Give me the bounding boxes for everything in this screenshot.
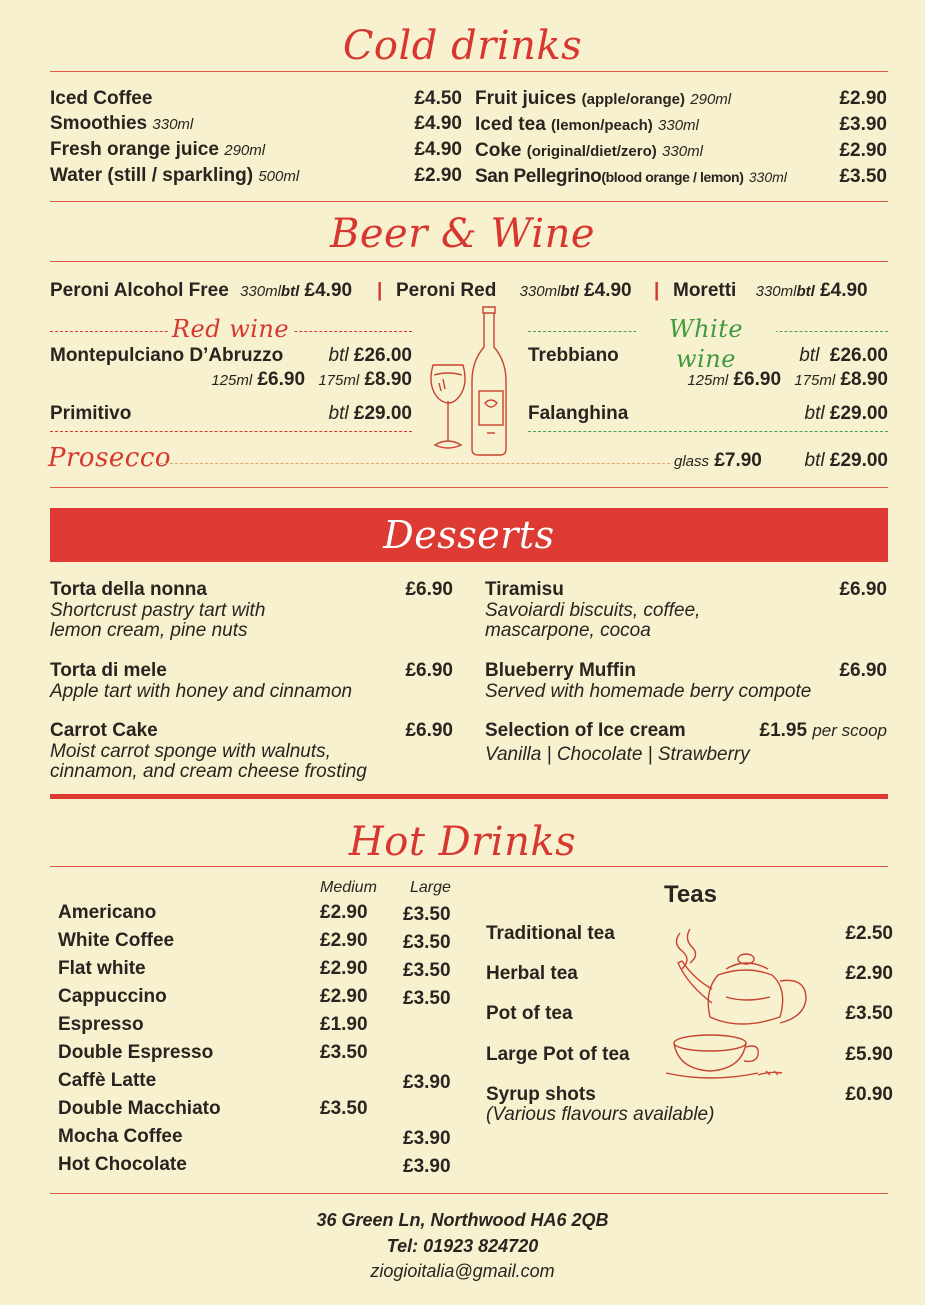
- list-item: [485, 579, 887, 660]
- medium-price: £3.50: [320, 1042, 368, 1063]
- item-name: Montepulciano D’Abruzzo: [50, 345, 284, 366]
- beer-item: [50, 278, 352, 304]
- item-price: £29.00: [829, 450, 888, 471]
- item-name: Smoothies: [50, 113, 148, 134]
- wine-item: [528, 401, 888, 426]
- glass-size: 175ml: [318, 372, 360, 389]
- item-price: £26.00: [829, 345, 888, 366]
- item-description: Savoiardi biscuits, coffee,: [485, 600, 701, 621]
- item-description: Served with homemade berry compote: [485, 681, 812, 702]
- table-row: [58, 1067, 458, 1095]
- item-price: £2.90: [839, 88, 887, 109]
- item-name: Cappuccino: [58, 986, 167, 1007]
- item-name: Carrot Cake: [50, 720, 158, 741]
- item-unit: btl: [804, 403, 825, 424]
- table-row: [58, 1039, 458, 1067]
- medium-price: £2.90: [320, 986, 368, 1007]
- item-size: 330ml: [755, 283, 797, 300]
- item-unit: per scoop: [812, 721, 887, 740]
- item-unit: btl: [280, 283, 300, 300]
- item-name: Tiramisu: [485, 579, 564, 600]
- white-wine-heading: White wine: [636, 314, 776, 374]
- desserts-right-list: [485, 579, 887, 784]
- item-unit: btl: [328, 345, 349, 366]
- column-header-large: Large: [410, 879, 451, 896]
- item-name: San Pellegrino: [475, 166, 602, 187]
- teas-list: [486, 920, 893, 1125]
- item-name: Caffè Latte: [58, 1070, 157, 1091]
- hot-drinks-title: Hot Drinks: [348, 819, 577, 865]
- divider: [50, 261, 888, 262]
- item-name: Double Macchiato: [58, 1098, 221, 1119]
- item-unit: btl: [796, 283, 815, 300]
- list-item: [50, 660, 453, 720]
- medium-price: £3.50: [320, 1098, 368, 1119]
- table-row: [58, 1123, 458, 1151]
- wine-glass-prices: [50, 367, 412, 393]
- item-size: 330ml: [152, 116, 194, 133]
- item-name: Mocha Coffee: [58, 1126, 183, 1147]
- item-price: £6.90: [839, 660, 887, 681]
- large-price: £3.90: [403, 1072, 451, 1093]
- item-price: £29.00: [829, 403, 888, 424]
- item-description: Apple tart with honey and cinnamon: [50, 681, 353, 702]
- medium-price: £2.90: [320, 930, 368, 951]
- list-item: [475, 112, 887, 138]
- wine-item: [528, 343, 888, 368]
- item-name: Peroni Red: [396, 280, 497, 301]
- item-size: 330ml: [240, 283, 281, 300]
- item-name: Double Espresso: [58, 1042, 214, 1063]
- item-name: White Coffee: [58, 930, 175, 951]
- large-price: £3.90: [403, 1128, 451, 1149]
- list-item: [485, 720, 887, 784]
- separator: |: [654, 280, 660, 301]
- item-size: 290ml: [224, 142, 266, 159]
- item-name: Espresso: [58, 1014, 144, 1035]
- item-size: 330ml: [658, 117, 699, 134]
- item-price: £4.90: [414, 113, 462, 134]
- medium-price: £2.90: [320, 958, 368, 979]
- glass-price: £7.90: [714, 450, 762, 471]
- prosecco-prices: [674, 448, 888, 474]
- item-price: £3.50: [839, 166, 887, 187]
- medium-price: £1.90: [320, 1014, 368, 1035]
- item-name: Iced Coffee: [50, 88, 153, 109]
- item-name: Pot of tea: [486, 1003, 573, 1024]
- item-name: Coke: [475, 140, 522, 161]
- table-row: [58, 1151, 458, 1179]
- glass-price: £6.90: [733, 369, 782, 390]
- table-row: [58, 983, 458, 1011]
- divider: [50, 866, 888, 867]
- item-size: 330ml: [662, 143, 703, 160]
- large-price: £3.50: [403, 932, 451, 953]
- list-item: [50, 111, 462, 137]
- item-name: Torta di mele: [50, 660, 167, 681]
- red-wine-bottom-rule: [50, 431, 412, 432]
- item-unit: btl: [799, 345, 820, 366]
- item-name: Fruit juices: [475, 88, 577, 109]
- item-unit: btl: [804, 450, 825, 471]
- cold-drinks-right-list: [475, 86, 887, 190]
- item-name: Falanghina: [528, 403, 629, 424]
- list-item: [486, 960, 893, 1000]
- item-price: £3.90: [839, 114, 887, 135]
- icecream-price: [760, 720, 888, 742]
- glass-price: £6.90: [257, 369, 306, 390]
- item-unit: btl: [328, 403, 349, 424]
- desserts-bottom-bar: [50, 794, 888, 799]
- item-unit: btl: [560, 283, 579, 300]
- item-name: Large Pot of tea: [486, 1044, 630, 1065]
- item-name: Blueberry Muffin: [485, 660, 636, 681]
- footer-email[interactable]: ziogioitalia@gmail.com: [370, 1261, 555, 1281]
- item-name: Iced tea: [475, 114, 546, 135]
- large-price: £3.90: [403, 1156, 451, 1177]
- item-name: Traditional tea: [486, 923, 615, 944]
- item-description: Moist carrot sponge with walnuts,: [50, 741, 331, 762]
- item-variants: (lemon/peach): [551, 117, 653, 134]
- divider: [50, 71, 888, 72]
- item-name: Torta della nonna: [50, 579, 207, 600]
- item-variants: (apple/orange): [581, 91, 685, 108]
- cold-drinks-left-list: [50, 86, 462, 189]
- item-price: £4.90: [304, 280, 353, 301]
- item-price: £2.90: [839, 140, 887, 161]
- large-price: £3.50: [403, 988, 451, 1009]
- item-size: 500ml: [258, 168, 300, 185]
- footer-address: 36 Green Ln, Northwood HA6 2QB: [316, 1210, 609, 1230]
- item-price: £2.50: [845, 923, 893, 944]
- teas-heading: Teas: [664, 881, 717, 908]
- item-name: Peroni Alcohol Free: [50, 280, 229, 301]
- item-name: Syrup shots: [486, 1084, 596, 1105]
- medium-price: £2.90: [320, 902, 368, 923]
- item-size: 330ml: [748, 169, 787, 185]
- list-item: [485, 660, 887, 720]
- beer-item: [673, 278, 868, 304]
- item-name: Primitivo: [50, 403, 132, 424]
- wine-glass-prices: [528, 367, 888, 393]
- divider: [50, 487, 888, 488]
- table-row: [58, 927, 458, 955]
- item-price: £4.90: [414, 139, 462, 160]
- desserts-title: Desserts: [383, 513, 555, 557]
- item-price: £6.90: [839, 579, 887, 600]
- item-name: Hot Chocolate: [58, 1154, 187, 1175]
- white-wine-bottom-rule: [528, 431, 888, 432]
- desserts-banner: [50, 508, 888, 562]
- item-description: lemon cream, pine nuts: [50, 620, 248, 641]
- item-name: Flat white: [58, 958, 146, 979]
- item-name: Americano: [58, 902, 157, 923]
- large-price: £3.50: [403, 904, 451, 925]
- divider: [50, 1193, 888, 1194]
- item-price: £2.90: [845, 963, 893, 984]
- list-item: [486, 1041, 893, 1081]
- item-name: Selection of Ice cream: [485, 720, 686, 741]
- list-item: [50, 579, 453, 660]
- item-size: 330ml: [519, 283, 561, 300]
- item-description: mascarpone, cocoa: [485, 620, 651, 641]
- list-item: [50, 720, 453, 784]
- list-item: [50, 163, 462, 189]
- glass-size: 125ml: [211, 372, 253, 389]
- item-price: £3.50: [845, 1003, 893, 1024]
- item-name: Moretti: [673, 280, 737, 301]
- large-price: £3.50: [403, 960, 451, 981]
- list-item: [486, 1000, 893, 1041]
- cold-drinks-title: Cold drinks: [342, 23, 583, 69]
- beer-item: [396, 278, 632, 304]
- table-row: [58, 955, 458, 983]
- item-description: cinnamon, and cream cheese frosting: [50, 761, 367, 782]
- list-item: [50, 86, 462, 111]
- divider: [50, 201, 888, 202]
- item-price: £6.90: [405, 579, 453, 600]
- item-price: £2.90: [414, 165, 462, 186]
- item-price: £5.90: [845, 1044, 893, 1065]
- item-size: 290ml: [690, 91, 732, 108]
- item-price: £4.90: [584, 280, 632, 301]
- glass-label: glass: [674, 453, 710, 470]
- item-price: £4.50: [414, 88, 462, 109]
- syrup-note: (Various flavours available): [486, 1104, 715, 1125]
- item-price: £0.90: [845, 1084, 893, 1105]
- desserts-left-list: [50, 579, 453, 784]
- glass-size: 175ml: [794, 372, 836, 389]
- wine-item: [50, 401, 412, 426]
- beer-wine-title: Beer & Wine: [329, 211, 596, 257]
- glass-size: 125ml: [687, 372, 729, 389]
- glass-price: £8.90: [364, 369, 412, 390]
- table-row: [58, 899, 458, 927]
- list-item: [475, 86, 887, 112]
- item-price: £4.90: [820, 280, 868, 301]
- item-name: Trebbiano: [528, 345, 619, 366]
- list-item: [475, 138, 887, 164]
- hot-drinks-list: [58, 899, 458, 1179]
- item-description: Vanilla | Chocolate | Strawberry: [485, 744, 750, 765]
- red-wine-heading: Red wine: [168, 314, 293, 344]
- item-description: Shortcrust pastry tart with: [50, 600, 266, 621]
- wine-item: [50, 343, 412, 368]
- footer-phone[interactable]: Tel: 01923 824720: [386, 1236, 539, 1256]
- item-price: £29.00: [353, 403, 412, 424]
- item-name: Water (still / sparkling): [50, 165, 254, 186]
- item-name: Fresh orange juice: [50, 139, 219, 160]
- prosecco-leader-line: [160, 463, 670, 464]
- column-header-medium: Medium: [320, 879, 377, 896]
- item-price: £26.00: [353, 345, 412, 366]
- list-item: [486, 1081, 893, 1105]
- separator: |: [377, 280, 383, 301]
- glass-price: £8.90: [840, 369, 888, 390]
- item-price: £1.95: [759, 720, 808, 741]
- table-row: [58, 1095, 458, 1123]
- item-variants: (blood orange / lemon): [601, 169, 744, 185]
- list-item: [475, 164, 887, 190]
- table-row: [58, 1011, 458, 1039]
- wine-bottle-icon: [425, 303, 525, 459]
- list-item: [486, 920, 893, 960]
- list-item: [50, 137, 462, 163]
- item-name: Herbal tea: [486, 963, 578, 984]
- item-variants: (original/diet/zero): [526, 143, 657, 160]
- prosecco-label: Prosecco: [48, 443, 172, 473]
- item-price: £6.90: [405, 720, 453, 741]
- item-price: £6.90: [405, 660, 453, 681]
